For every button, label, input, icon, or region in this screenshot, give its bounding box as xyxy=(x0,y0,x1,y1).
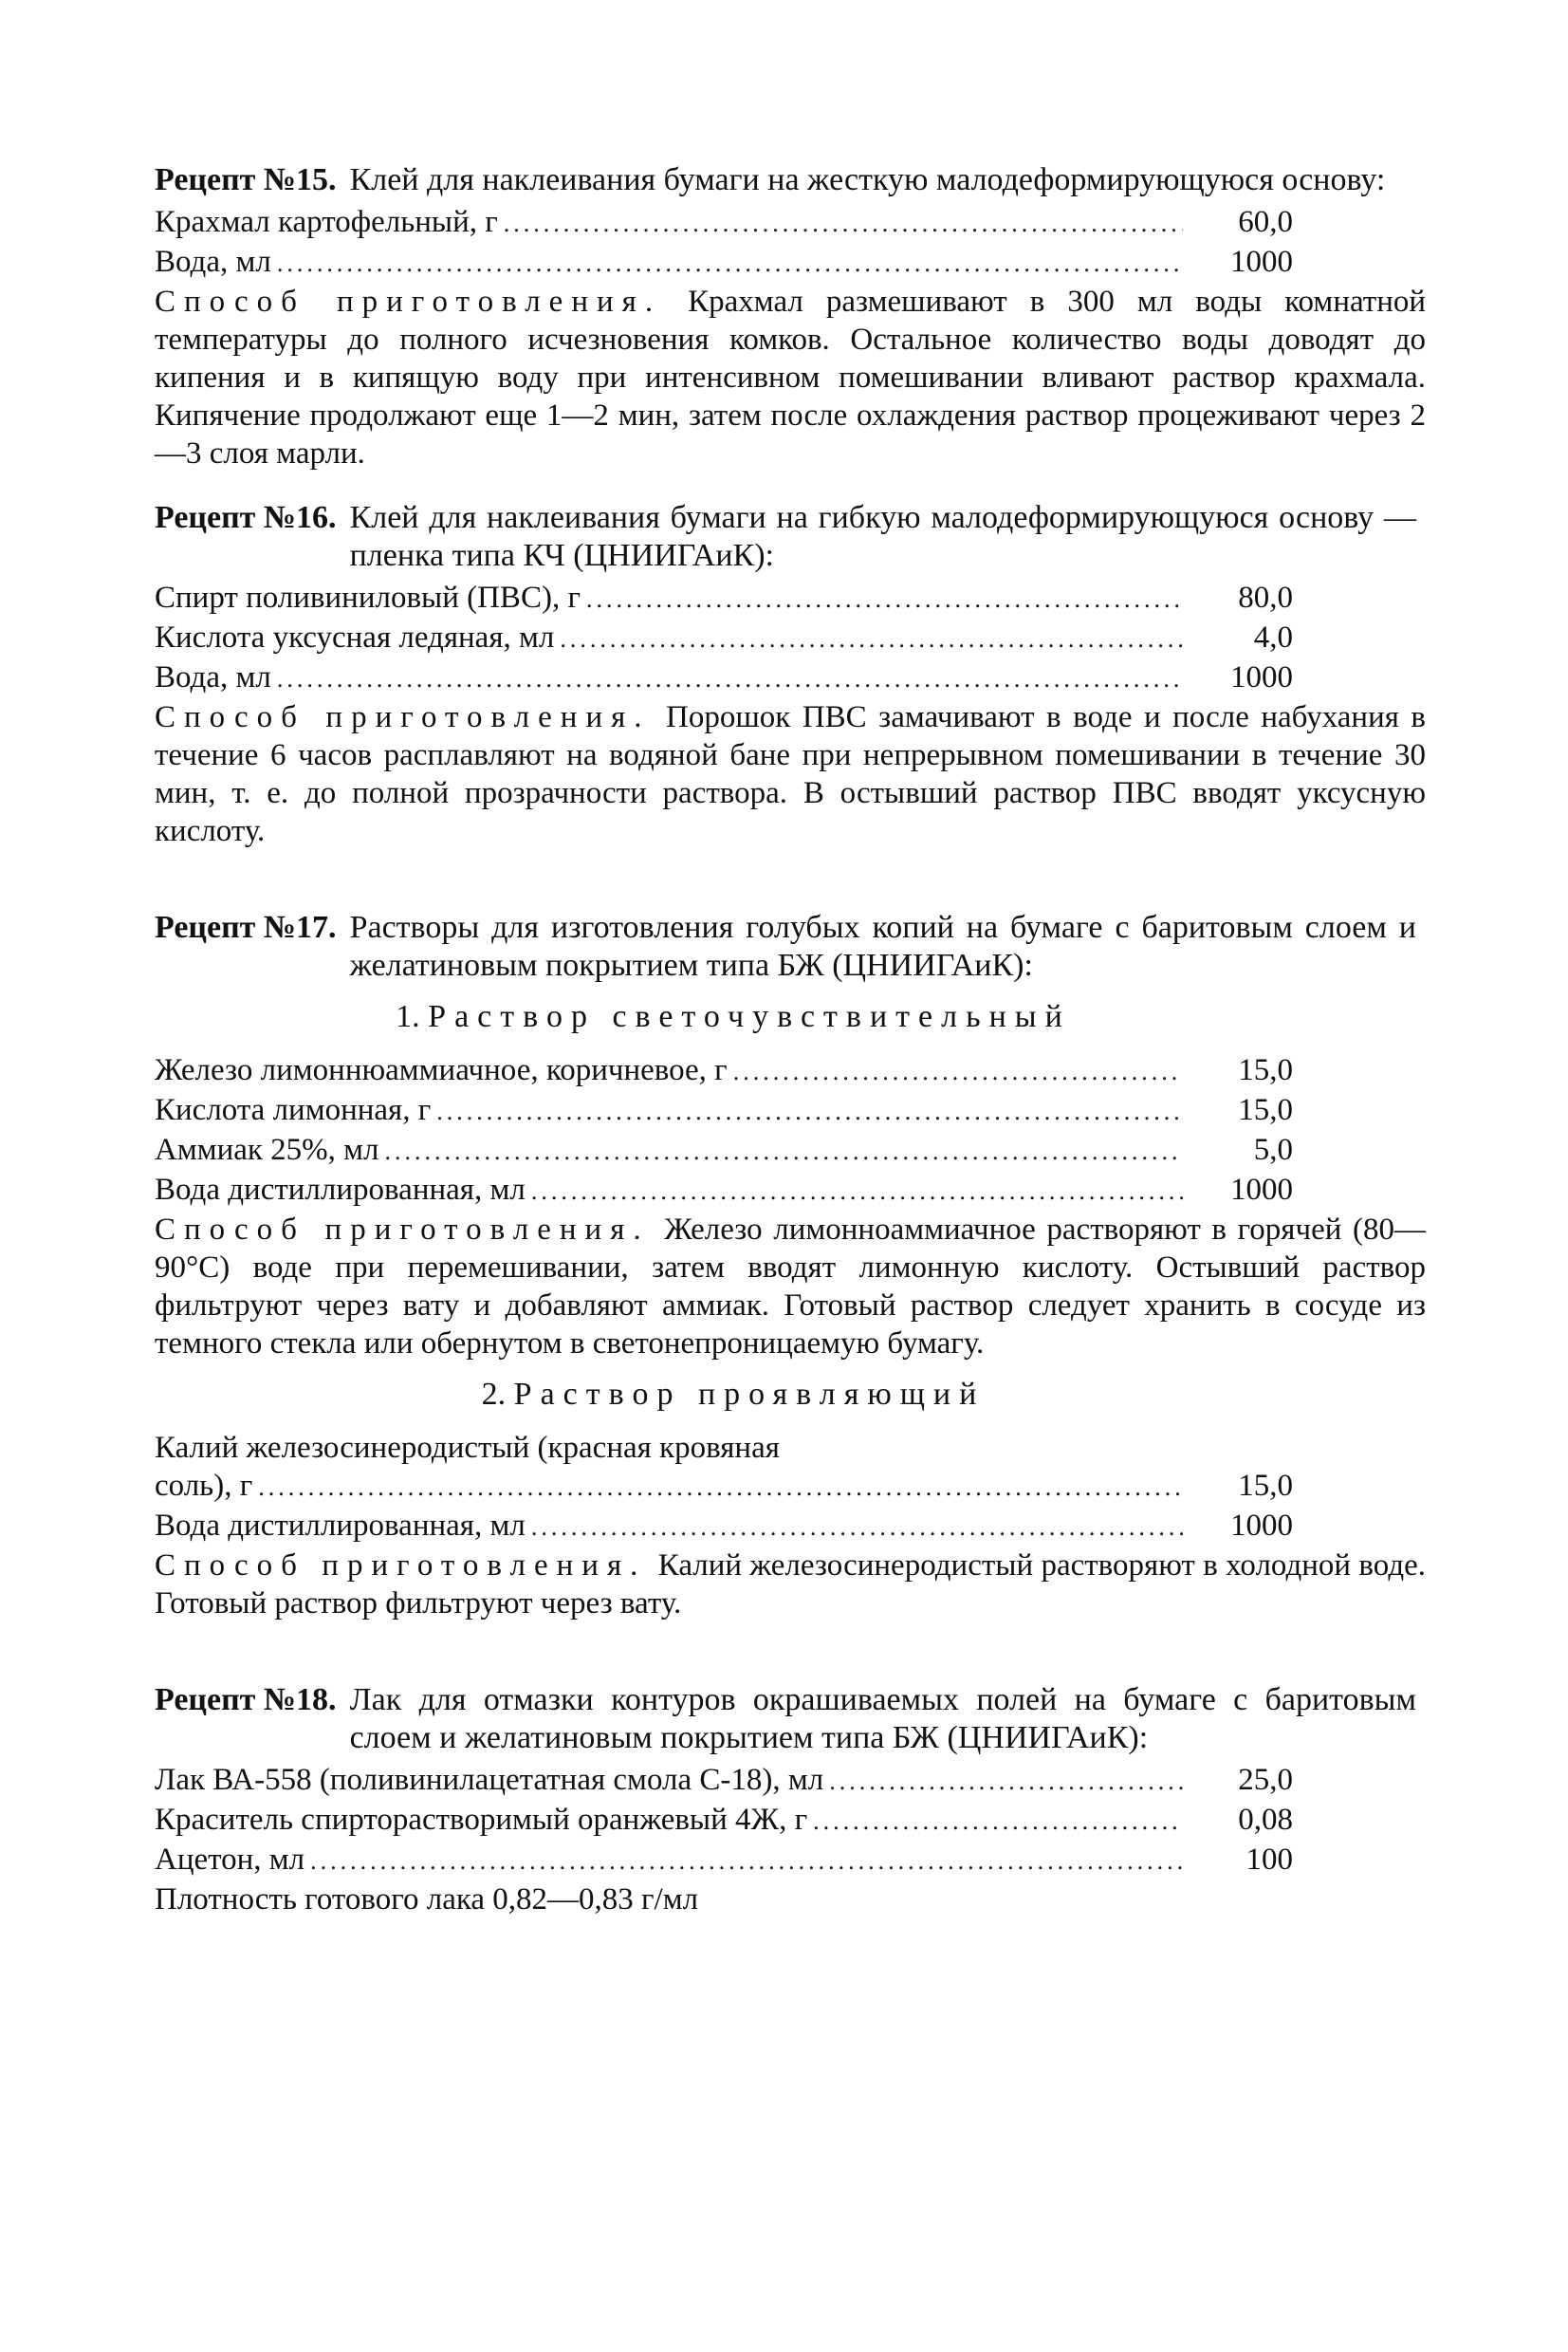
recipe-header xyxy=(155,499,1426,575)
ingredient-name: Ацетон, мл xyxy=(155,1843,305,1877)
dot-leader xyxy=(586,581,1183,619)
ingredient-qty: 5,0 xyxy=(1253,1133,1293,1167)
ingredient-row xyxy=(155,1091,1293,1131)
recipe-header xyxy=(155,1681,1426,1757)
ingredient-qty: 100 xyxy=(1245,1843,1293,1877)
ingredient-qty: 80,0 xyxy=(1238,581,1293,615)
ingredient-name: Аммиак 25%, мл xyxy=(155,1133,379,1167)
ingredient-name: Вода дистиллированная, мл xyxy=(155,1173,526,1207)
recipe-title: Клей для наклеивания бумаги на жесткую малодеформирующуюся основу: xyxy=(349,162,1386,197)
ingredient-qty: 1000 xyxy=(1230,1509,1293,1543)
ingredient-row xyxy=(155,658,1293,698)
ingredient-row xyxy=(155,619,1293,658)
ingredient-qty: 4,0 xyxy=(1253,620,1293,655)
dot-leader xyxy=(277,660,1183,698)
part-heading xyxy=(155,998,1426,1036)
dot-leader xyxy=(504,205,1183,243)
ingredient-qty: 1000 xyxy=(1230,660,1293,694)
recipe-17 xyxy=(155,909,1426,1622)
recipe-label: Рецепт №18. xyxy=(155,1682,337,1717)
dot-leader xyxy=(310,1843,1183,1880)
recipe-header xyxy=(155,161,1426,199)
ingredient-qty: 15,0 xyxy=(1238,1469,1293,1503)
part-heading xyxy=(155,1376,1426,1414)
method-label: Способ приготовления. xyxy=(155,1548,647,1583)
ingredient-list xyxy=(155,1429,1293,1546)
method-paragraph xyxy=(155,283,1426,472)
ingredient-name: Кислота лимонная, г xyxy=(155,1093,432,1127)
method-paragraph xyxy=(155,698,1426,850)
ingredient-name: Вода дистиллированная, мл xyxy=(155,1509,526,1543)
part-number: 1. xyxy=(396,999,420,1034)
ingredient-row xyxy=(155,1171,1293,1211)
section-spacer xyxy=(155,877,1426,909)
ingredient-row xyxy=(155,1761,1293,1801)
ingredient-name: Лак ВА-558 (поливинилацетатная смола С-18), мл xyxy=(155,1763,824,1797)
recipe-15 xyxy=(155,161,1426,472)
method-text: Порошок ПВС замачивают в воде и после набухания в течение 6 часов расплавляют на водяной бане при непрерывном помешивании в течение 30 мин, т. е. до полной прозрачности раствора. В остывший раствор ПВС вводят уксусную кислоту. xyxy=(155,700,1427,848)
dot-leader xyxy=(733,1053,1183,1091)
ingredient-row xyxy=(155,579,1293,619)
ingredient-row xyxy=(155,1507,1293,1546)
dot-leader xyxy=(436,1093,1183,1131)
ingredient-list xyxy=(155,203,1293,283)
ingredient-list xyxy=(155,1051,1293,1211)
method-label: Способ приготовления. xyxy=(155,700,651,734)
ingredient-qty: 25,0 xyxy=(1238,1763,1293,1797)
ingredient-list xyxy=(155,579,1293,698)
ingredient-name: Кислота уксусная ледяная, мл xyxy=(155,620,555,655)
method-label: Способ приготовления. xyxy=(155,1213,650,1247)
ingredient-row xyxy=(155,1801,1293,1841)
ingredient-qty: 15,0 xyxy=(1238,1093,1293,1127)
method-text: Крахмал размешивают в 300 мл воды комнатной температуры до полного исчезновения комков. Остальное количество воды доводят до кипения и в кипящую воду при интенсивном помешивании вливают раствор крахмала. Кипячение продолжают еще 1—2 мин, затем после охлаждения раствор процеживают через 2—3 слоя марли. xyxy=(155,285,1427,471)
recipe-title: Лак для отмазки контуров окрашиваемых полей на бумаге с баритовым слоем и желатиновым покрытием типа БЖ (ЦНИИГАиК): xyxy=(349,1682,1416,1755)
section-spacer xyxy=(155,1649,1426,1681)
dot-leader xyxy=(258,1469,1183,1507)
ingredient-name: Железо лимоннюаммиачное, коричневое, г xyxy=(155,1053,728,1087)
dot-leader xyxy=(531,1173,1183,1211)
ingredient-qty: 15,0 xyxy=(1238,1053,1293,1087)
recipe-header xyxy=(155,909,1426,985)
recipe-title: Растворы для изготовления голубых копий на бумаге с баритовым слоем и желатиновым покрытием типа БЖ (ЦНИИГАиК): xyxy=(349,910,1416,983)
ingredient-qty: 0,08 xyxy=(1238,1803,1293,1837)
ingredient-row xyxy=(155,243,1293,283)
ingredient-row xyxy=(155,1841,1293,1880)
density-note: Плотность готового лака 0,82—0,83 г/мл xyxy=(155,1882,699,1917)
dot-leader xyxy=(813,1803,1183,1841)
method-paragraph xyxy=(155,1546,1426,1622)
ingredient-list xyxy=(155,1761,1293,1880)
ingredient-name: Краситель спирторастворимый оранжевый 4Ж, г xyxy=(155,1803,808,1837)
recipe-label: Рецепт №15. xyxy=(155,162,337,197)
ingredient-qty: 1000 xyxy=(1230,245,1293,279)
ingredient-row xyxy=(155,1467,1293,1507)
dot-leader xyxy=(531,1509,1183,1546)
recipe-16 xyxy=(155,499,1426,850)
method-text: Железо лимонноаммиачное растворяют в горячей (80—90°С) воде при перемешивании, затем вводят лимонную кислоту. Остывший раствор фильтруют через вату и добавляют аммиак. Готовый раствор следует хранить в сосуде из темного стекла или обернутом в светонепроницаемую бумагу. xyxy=(155,1213,1426,1361)
ingredient-name: соль), г xyxy=(155,1469,253,1503)
part-number: 2. xyxy=(481,1377,507,1412)
recipe-title: Клей для наклеивания бумаги на гибкую малодеформирующуюся основу — пленка типа КЧ (ЦНИИГАиК): xyxy=(349,500,1416,573)
ingredient-name: Вода, мл xyxy=(155,245,271,279)
method-text: Калий железосинеродистый растворяют в холодной воде. Готовый раствор фильтруют через вату. xyxy=(155,1548,1427,1620)
ingredient-row xyxy=(155,1051,1293,1091)
dot-leader xyxy=(829,1763,1183,1801)
document-page xyxy=(155,161,1426,1945)
dot-leader xyxy=(560,620,1183,658)
recipe-label: Рецепт №16. xyxy=(155,500,337,535)
dot-leader xyxy=(385,1133,1183,1171)
method-paragraph xyxy=(155,1211,1426,1362)
ingredient-qty: 60,0 xyxy=(1238,205,1293,239)
recipe-label: Рецепт №17. xyxy=(155,910,337,945)
ingredient-row xyxy=(155,1131,1293,1171)
ingredient-qty: 1000 xyxy=(1230,1173,1293,1207)
ingredient-name: Спирт поливиниловый (ПВС), г xyxy=(155,581,581,615)
dot-leader xyxy=(277,245,1183,283)
ingredient-row xyxy=(155,203,1293,243)
part-title: Раствор проявляющий xyxy=(513,1377,986,1412)
ingredient-name: Вода, мл xyxy=(155,660,271,694)
recipe-18 xyxy=(155,1681,1426,1918)
method-label: Способ приготовления. xyxy=(155,285,662,319)
ingredient-name-line: Калий железосинеродистый (красная кровяная xyxy=(155,1431,780,1465)
ingredient-name: Крахмал картофельный, г xyxy=(155,205,498,239)
part-title: Раствор светочувствительный xyxy=(428,999,1071,1034)
